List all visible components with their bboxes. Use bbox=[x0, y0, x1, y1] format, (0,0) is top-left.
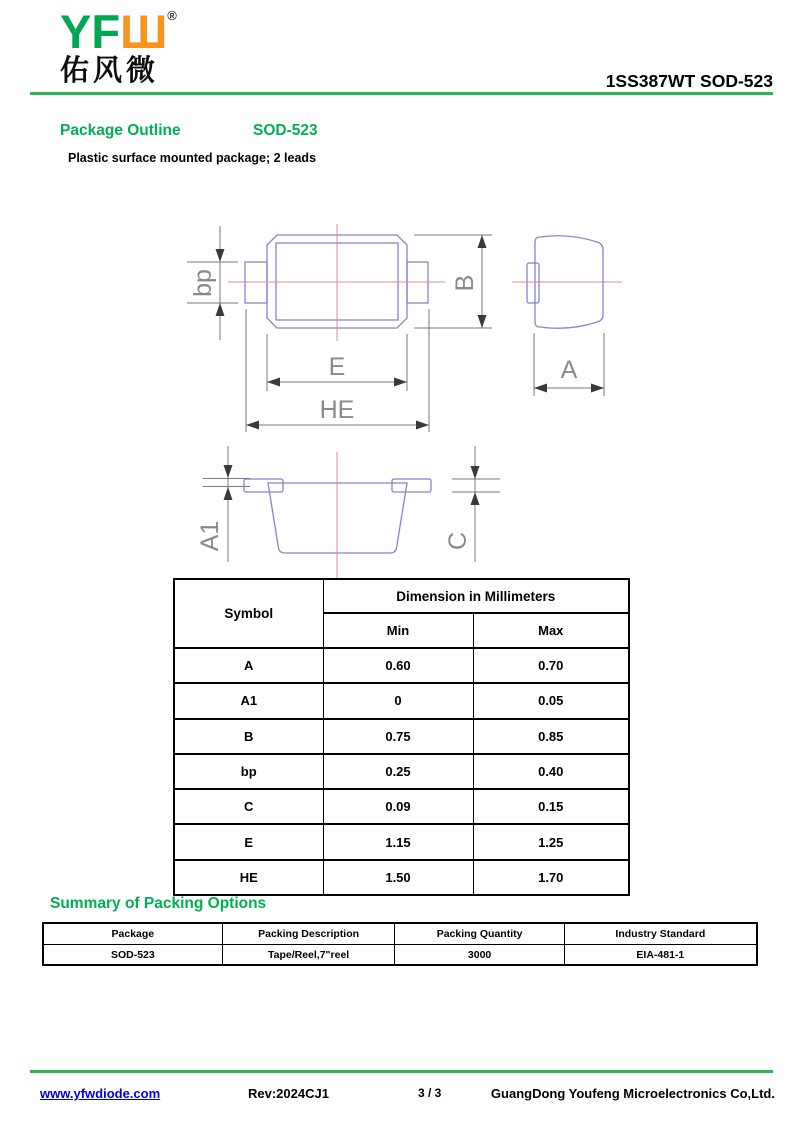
front-view bbox=[244, 452, 431, 578]
symbol-cell: HE bbox=[174, 860, 323, 895]
max-cell: 0.40 bbox=[473, 754, 629, 789]
website-link[interactable]: www.yfwdiode.com bbox=[40, 1086, 161, 1101]
min-column-header: Min bbox=[323, 613, 473, 648]
symbol-cell: A1 bbox=[174, 683, 323, 718]
dim-label-HE: HE bbox=[319, 396, 355, 424]
logo-wordmark bbox=[60, 5, 177, 58]
max-cell: 1.25 bbox=[473, 824, 629, 859]
header-divider-line bbox=[30, 92, 773, 95]
top-view-body-inner bbox=[276, 243, 398, 320]
symbol-cell: bp bbox=[174, 754, 323, 789]
min-cell: 0.60 bbox=[323, 648, 473, 683]
footer-divider-line bbox=[30, 1070, 773, 1073]
packing-quantity-column-header: Packing Quantity bbox=[395, 923, 564, 945]
packing-header-row bbox=[43, 923, 757, 945]
package-column-header: Package bbox=[43, 923, 222, 945]
front-view-left-lead bbox=[244, 479, 283, 492]
company-logo bbox=[60, 5, 177, 88]
max-cell: 0.70 bbox=[473, 648, 629, 683]
dimension-A1 bbox=[196, 446, 250, 562]
logo-chinese-name: 佑风微 bbox=[60, 55, 160, 87]
logo-w-glyph: Ш bbox=[120, 5, 168, 58]
packing-quantity-cell: 3000 bbox=[395, 945, 564, 966]
side-view bbox=[512, 236, 622, 328]
min-cell: 0.09 bbox=[323, 789, 473, 824]
table-row bbox=[174, 789, 629, 824]
packing-description-cell: Tape/Reel,7"reel bbox=[222, 945, 395, 966]
dim-label-bp: bp bbox=[189, 269, 217, 297]
table-row bbox=[174, 719, 629, 754]
max-column-header: Max bbox=[473, 613, 629, 648]
front-view-right-lead bbox=[392, 479, 431, 492]
packing-description-column-header: Packing Description bbox=[222, 923, 395, 945]
dim-label-E: E bbox=[328, 353, 346, 381]
packing-options-table bbox=[42, 922, 758, 966]
document-title: 1SS387WT SOD-523 bbox=[605, 71, 773, 91]
symbol-cell: E bbox=[174, 824, 323, 859]
min-cell: 1.50 bbox=[323, 860, 473, 895]
table-row bbox=[174, 860, 629, 895]
dimension-A bbox=[534, 333, 604, 396]
dim-label-A: A bbox=[560, 356, 578, 384]
industry-standard-column-header: Industry Standard bbox=[564, 923, 757, 945]
top-view-left-lead bbox=[245, 262, 267, 303]
table-row bbox=[174, 648, 629, 683]
table-row bbox=[174, 754, 629, 789]
logo-yf-text: YF bbox=[60, 5, 121, 58]
dimension-E bbox=[267, 334, 407, 391]
dimension-B bbox=[414, 235, 492, 328]
max-cell: 0.85 bbox=[473, 719, 629, 754]
dimension-HE bbox=[246, 309, 429, 432]
packing-data-row bbox=[43, 945, 757, 966]
page-number: 3 / 3 bbox=[418, 1086, 442, 1100]
side-view-body bbox=[535, 236, 603, 328]
symbol-cell: B bbox=[174, 719, 323, 754]
industry-standard-cell: EIA-481-1 bbox=[564, 945, 757, 966]
top-view bbox=[228, 224, 445, 341]
front-view-body bbox=[268, 483, 407, 553]
top-view-body-outer bbox=[267, 235, 407, 328]
symbol-cell: A bbox=[174, 648, 323, 683]
company-name: GuangDong Youfeng Microelectronics Co,Ltd. bbox=[490, 1086, 775, 1101]
dimension-C bbox=[444, 446, 500, 562]
dimension-units-header: Dimension in Millimeters bbox=[323, 579, 629, 613]
symbol-cell: C bbox=[174, 789, 323, 824]
package-outline-heading: Package Outline bbox=[60, 122, 181, 139]
dim-label-C: C bbox=[444, 531, 472, 551]
table-row bbox=[174, 824, 629, 859]
table-row bbox=[174, 683, 629, 718]
dimension-bp bbox=[187, 226, 238, 340]
dim-label-A1: A1 bbox=[196, 520, 224, 552]
min-cell: 0.75 bbox=[323, 719, 473, 754]
dim-label-B: B bbox=[451, 274, 479, 292]
min-cell: 0 bbox=[323, 683, 473, 718]
dimension-table bbox=[173, 578, 630, 896]
min-cell: 0.25 bbox=[323, 754, 473, 789]
max-cell: 0.05 bbox=[473, 683, 629, 718]
max-cell: 0.15 bbox=[473, 789, 629, 824]
revision-label: Rev:2024CJ1 bbox=[248, 1086, 329, 1101]
packing-options-heading: Summary of Packing Options bbox=[50, 895, 267, 912]
side-view-lead bbox=[527, 263, 539, 303]
min-cell: 1.15 bbox=[323, 824, 473, 859]
symbol-column-header: Symbol bbox=[174, 579, 323, 648]
package-name-heading: SOD-523 bbox=[253, 122, 318, 139]
registered-trademark-icon: ® bbox=[167, 8, 177, 23]
package-subtitle: Plastic surface mounted package; 2 leads bbox=[68, 151, 317, 165]
package-cell: SOD-523 bbox=[43, 945, 222, 966]
max-cell: 1.70 bbox=[473, 860, 629, 895]
top-view-right-lead bbox=[407, 262, 428, 303]
